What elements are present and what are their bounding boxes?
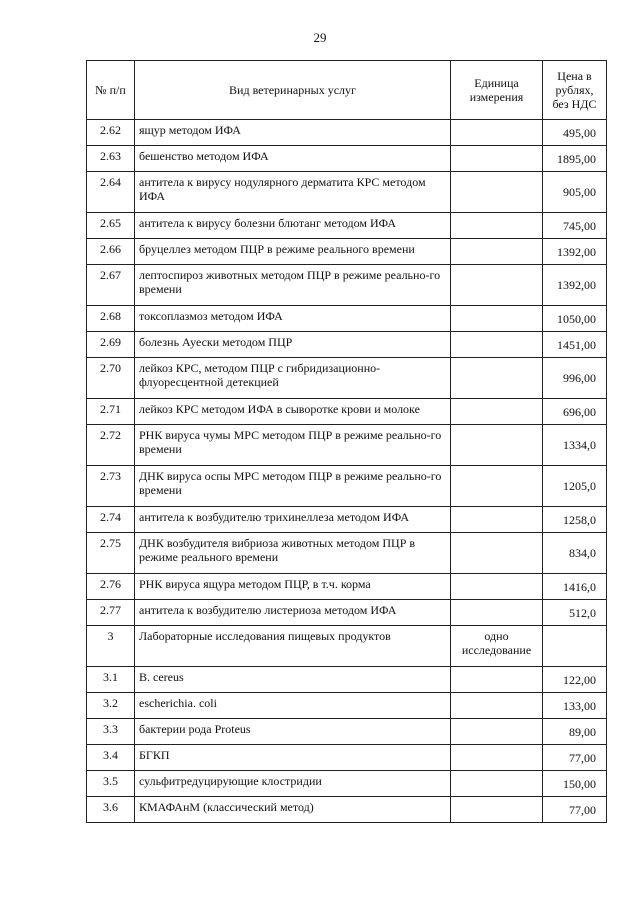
row-unit: [451, 797, 543, 823]
header-service: Вид ветеринарных услуг: [135, 61, 451, 120]
table-row: [87, 600, 607, 626]
row-price: 89,00: [543, 719, 607, 745]
page-number: 29: [313, 30, 327, 45]
row-service: антитела к вирусу нодулярного дерматита КРС методом ИФА: [135, 172, 451, 213]
row-number: 3.4: [87, 745, 135, 771]
row-number: 2.72: [87, 425, 135, 466]
row-price: 1392,00: [543, 265, 607, 306]
table-row: [87, 626, 607, 667]
row-price: 1451,00: [543, 332, 607, 358]
row-unit: [451, 306, 543, 332]
row-price: 77,00: [543, 745, 607, 771]
header-number: № п/п: [87, 61, 135, 120]
row-number: 3.1: [87, 667, 135, 693]
row-price: 996,00: [543, 358, 607, 399]
row-service: ДНК вируса оспы МРС методом ПЦР в режиме реально-го времени: [135, 466, 451, 507]
row-service: Лабораторные исследования пищевых продуктов: [135, 626, 451, 667]
table-row: [87, 146, 607, 172]
row-service: РНК вируса чумы МРС методом ПЦР в режиме реально-го времени: [135, 425, 451, 466]
row-number: 2.74: [87, 507, 135, 533]
row-number: 2.62: [87, 120, 135, 146]
row-number: 2.65: [87, 213, 135, 239]
row-number: 2.76: [87, 574, 135, 600]
row-price: 1416,0: [543, 574, 607, 600]
row-service: B. cereus: [135, 667, 451, 693]
row-unit: [451, 600, 543, 626]
row-service: лептоспироз животных методом ПЦР в режиме реально-го времени: [135, 265, 451, 306]
row-price: 696,00: [543, 399, 607, 425]
row-service: КМАФАнМ (классический метод): [135, 797, 451, 823]
row-number: 3.2: [87, 693, 135, 719]
header-price: Цена в рублях, без НДС: [543, 61, 607, 120]
row-service: антитела к возбудителю листериоза методом ИФА: [135, 600, 451, 626]
row-number: 2.68: [87, 306, 135, 332]
row-unit: [451, 574, 543, 600]
row-unit: [451, 693, 543, 719]
table-row: [87, 771, 607, 797]
table-row: [87, 120, 607, 146]
table-row: [87, 533, 607, 574]
row-price: 1895,00: [543, 146, 607, 172]
row-service: escherichia. coli: [135, 693, 451, 719]
table-row: [87, 306, 607, 332]
row-service: БГКП: [135, 745, 451, 771]
row-number: 3.6: [87, 797, 135, 823]
row-price: 495,00: [543, 120, 607, 146]
table-row: [87, 745, 607, 771]
row-service: бактерии рода Proteus: [135, 719, 451, 745]
row-service: лейкоз КРС методом ИФА в сыворотке крови и молоке: [135, 399, 451, 425]
table-row: [87, 399, 607, 425]
row-unit: [451, 466, 543, 507]
row-service: антитела к возбудителю трихинеллеза методом ИФА: [135, 507, 451, 533]
row-number: 2.64: [87, 172, 135, 213]
table-row: [87, 425, 607, 466]
row-unit: [451, 265, 543, 306]
row-price: 1258,0: [543, 507, 607, 533]
row-service: болезнь Ауески методом ПЦР: [135, 332, 451, 358]
row-number: 2.75: [87, 533, 135, 574]
row-number: 3.5: [87, 771, 135, 797]
table-row: [87, 574, 607, 600]
price-table: [86, 60, 607, 823]
row-number: 2.66: [87, 239, 135, 265]
row-service: РНК вируса ящура методом ПЦР, в т.ч. корма: [135, 574, 451, 600]
row-price: 150,00: [543, 771, 607, 797]
table-row: [87, 213, 607, 239]
row-unit: [451, 172, 543, 213]
row-service: токсоплазмоз методом ИФА: [135, 306, 451, 332]
table-row: [87, 265, 607, 306]
row-price: 122,00: [543, 667, 607, 693]
row-unit: [451, 719, 543, 745]
table-row: [87, 719, 607, 745]
row-number: 2.63: [87, 146, 135, 172]
row-unit: [451, 332, 543, 358]
table-row: [87, 693, 607, 719]
row-price: 77,00: [543, 797, 607, 823]
row-price: 133,00: [543, 693, 607, 719]
row-unit: одно исследование: [451, 626, 543, 667]
header-unit: Единица измерения: [451, 61, 543, 120]
row-number: 3.3: [87, 719, 135, 745]
row-unit: [451, 745, 543, 771]
row-service: сульфитредуцирующие клостридии: [135, 771, 451, 797]
row-unit: [451, 239, 543, 265]
table-row: [87, 172, 607, 213]
row-price: [543, 626, 607, 667]
row-service: антитела к вирусу болезни блютанг методом ИФА: [135, 213, 451, 239]
row-unit: [451, 358, 543, 399]
row-number: 2.73: [87, 466, 135, 507]
row-price: 745,00: [543, 213, 607, 239]
row-unit: [451, 533, 543, 574]
row-unit: [451, 120, 543, 146]
row-service: бешенство методом ИФА: [135, 146, 451, 172]
row-number: 3: [87, 626, 135, 667]
row-price: 1392,00: [543, 239, 607, 265]
table-row: [87, 797, 607, 823]
row-unit: [451, 425, 543, 466]
row-number: 2.71: [87, 399, 135, 425]
row-service: лейкоз КРС, методом ПЦР с гибридизационно-флуоресцентной детекцией: [135, 358, 451, 399]
row-number: 2.77: [87, 600, 135, 626]
table-row: [87, 358, 607, 399]
row-unit: [451, 771, 543, 797]
table-row: [87, 667, 607, 693]
row-service: ДНК возбудителя вибриоза животных методом ПЦР в режиме реального времени: [135, 533, 451, 574]
table-header-row: [87, 61, 607, 120]
row-unit: [451, 667, 543, 693]
row-price: 512,0: [543, 600, 607, 626]
row-price: 1205,0: [543, 466, 607, 507]
row-price: 1334,0: [543, 425, 607, 466]
row-unit: [451, 399, 543, 425]
row-service: ящур методом ИФА: [135, 120, 451, 146]
row-price: 1050,00: [543, 306, 607, 332]
table-row: [87, 239, 607, 265]
row-price: 834,0: [543, 533, 607, 574]
row-number: 2.70: [87, 358, 135, 399]
table-row: [87, 466, 607, 507]
row-unit: [451, 213, 543, 239]
row-price: 905,00: [543, 172, 607, 213]
table-row: [87, 332, 607, 358]
table-row: [87, 507, 607, 533]
row-unit: [451, 507, 543, 533]
row-unit: [451, 146, 543, 172]
row-number: 2.69: [87, 332, 135, 358]
row-service: бруцеллез методом ПЦР в режиме реального времени: [135, 239, 451, 265]
row-number: 2.67: [87, 265, 135, 306]
